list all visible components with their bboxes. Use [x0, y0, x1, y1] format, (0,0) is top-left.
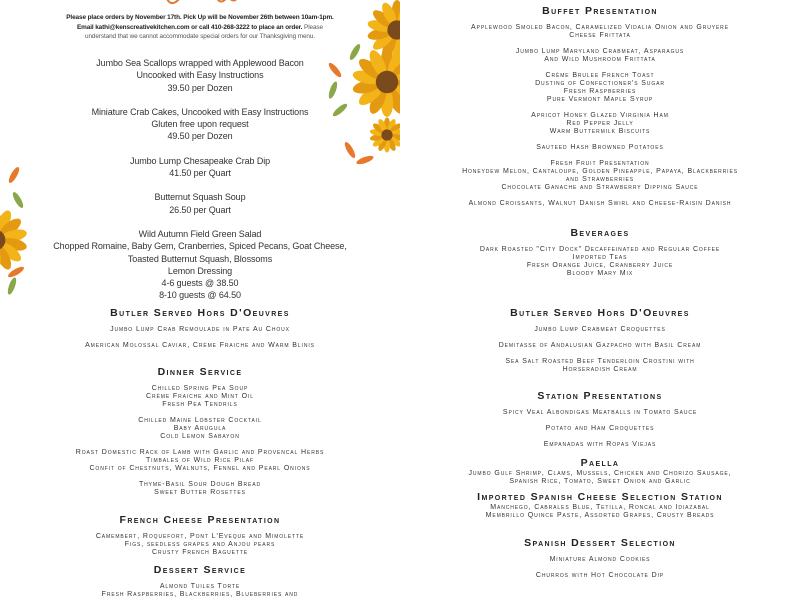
menu-course	[400, 556, 800, 564]
menu-section	[400, 537, 800, 580]
leaf-icon	[356, 154, 375, 166]
menu-line: Membrillo Quince Paste, Assorted Grapes, Crusty Breads	[485, 512, 715, 519]
menu-line: Red Pepper Jelly	[566, 120, 634, 127]
section-heading: Station Presentations	[537, 390, 663, 402]
menu-course	[400, 441, 800, 449]
sunflower-icon	[369, 118, 400, 153]
menu-line: Warm Buttermilk Biscuits	[549, 128, 651, 135]
item-name: Wild Autumn Field Green Salad	[138, 228, 262, 239]
menu-line: Chocolate Ganache and Strawberry Dipping Sauce	[501, 184, 699, 191]
menu-line: Sauteed Hash Browned Potatoes	[536, 144, 664, 151]
menu-line: Sweet Butter Rosettes	[154, 489, 246, 496]
item-detail: Chopped Romaine, Baby Gem, Cranberries, Spiced Pecans, Goat Cheese,	[53, 241, 347, 252]
menu-line: Camembert, Roquefort, Pont L'Eveque and Mimolette	[95, 533, 305, 540]
leaf-icon	[327, 61, 343, 79]
menu-course	[0, 342, 400, 350]
menu-course	[400, 358, 800, 374]
notice-line-1: Please place orders by November 17th. Pick Up will be November 26th between 10am-1pm.	[66, 14, 334, 21]
item-detail: 4-6 guests @ 38.50	[161, 278, 239, 289]
menu-course	[400, 48, 800, 64]
menu-course	[400, 112, 800, 136]
menu-line: Dusting of Confectioner's Sugar	[535, 80, 665, 87]
section-heading: French Cheese Presentation	[119, 514, 281, 526]
section-heading: Dinner Service	[157, 366, 243, 378]
leaf-icon	[348, 43, 362, 62]
menu-line: Honeydew Melon, Cantaloupe, Golden Pineapple, Papaya, Blackberries	[462, 168, 738, 175]
menu-line: Fresh Pea Tendrils	[162, 401, 238, 408]
menu-line: Applewood Smoled Bacon, Caramelized Vidalia Onion and Gruyere	[471, 24, 729, 31]
script-title-decoration	[150, 0, 250, 12]
item-detail: Uncooked with Easy Instructions	[136, 70, 264, 81]
menu-section	[0, 366, 400, 497]
menu-line: Roast Domestic Rack of Lamb with Garlic and Provencal Herbs	[75, 449, 325, 456]
section-heading: Beverages	[570, 227, 630, 239]
menu-line: Timbales of Wild Rice Pilaf	[146, 457, 254, 464]
item-name: Jumbo Lump Chesapeake Crab Dip	[129, 155, 271, 166]
notice-line-3: understand that we cannot accommodate special orders for our Thanksgiving menu.	[85, 33, 315, 41]
menu-course	[400, 342, 800, 350]
menu-course	[400, 504, 800, 520]
menu-item	[0, 191, 400, 216]
item-detail: 41.50 per Quart	[169, 168, 231, 179]
menu-line: Crusty French Baguette	[151, 549, 249, 556]
menu-line: Baby Arugula	[173, 425, 227, 432]
menu-section	[400, 307, 800, 374]
menu-section	[400, 5, 800, 208]
menu-line: Jumbo Gulf Shrimp, Clams, Mussels, Chicken and Chorizo Sausage,	[468, 470, 732, 477]
menu-course	[0, 533, 400, 557]
menu-course	[0, 385, 400, 409]
menu-course	[400, 326, 800, 334]
menu-line: And Wild Mushroom Frittata	[544, 56, 656, 63]
menu-line: Cold Lemon Sabayon	[160, 433, 240, 440]
menu-line: Imported Teas	[572, 254, 628, 261]
menu-course	[400, 572, 800, 580]
leaf-icon	[7, 166, 21, 185]
menu-line: Cheese Frittata	[569, 32, 631, 39]
menu-line: Fresh Fruit Presentation	[550, 160, 650, 167]
menu-course	[400, 24, 800, 40]
leaf-icon	[11, 191, 25, 210]
menu-section	[400, 491, 800, 520]
sunflower-bouquet-icon	[325, 0, 400, 170]
section-heading: Paella	[580, 457, 620, 469]
menu-course	[400, 72, 800, 104]
menu-line: Pure Vermont Maple Syrup	[546, 96, 654, 103]
section-heading: Imported Spanish Cheese Selection Station	[477, 491, 723, 503]
menu-line: Thyme-Basil Sour Dough Bread	[139, 481, 261, 488]
menu-line: Confit of Chestnuts, Walnuts, Fennel and Pearl Onions	[89, 465, 311, 472]
leaf-icon	[6, 277, 18, 296]
sunflower-icon	[352, 47, 400, 117]
section-heading: Dessert Service	[153, 564, 247, 576]
menu-line: Potato and Ham Croquettes	[545, 425, 655, 432]
menu-course	[400, 409, 800, 417]
item-name: Miniature Crab Cakes, Uncooked with Easy Instructions	[91, 106, 309, 117]
menu-course	[400, 425, 800, 433]
spanish-menu-panel	[400, 300, 800, 600]
menu-line: Almond Croissants, Walnut Danish Swirl and Cheese-Raisin Danish	[468, 200, 732, 207]
item-detail: Gluten free upon request	[151, 119, 249, 130]
menu-line: Jumbo Lump Crab Remoulade in Pate Au Choux	[110, 326, 290, 333]
menu-course	[0, 449, 400, 473]
menu-line: Miniature Almond Cookies	[549, 556, 651, 563]
item-name: Jumbo Sea Scallops wrapped with Applewood Bacon	[96, 58, 304, 68]
menu-line: and Strawberries	[565, 176, 635, 183]
item-detail: Lemon Dressing	[167, 265, 233, 276]
menu-line: Jumbo Lump Crabmeat Croquettes	[534, 326, 666, 333]
leaf-icon	[331, 102, 349, 118]
menu-course	[0, 583, 400, 599]
menu-line: Empanadas with Ropas Viejas	[543, 441, 657, 448]
brunch-menu-panel	[400, 0, 800, 300]
menu-line: Fresh Raspberries, Blackberries, Blueberries and	[101, 591, 299, 598]
menu-course	[400, 470, 800, 486]
dinner-menu-panel	[0, 300, 400, 600]
menu-course	[400, 144, 800, 152]
menu-course	[400, 246, 800, 278]
menu-line: Figs, seedless grapes and Anjou pears	[124, 541, 276, 548]
notice-please: Please	[302, 23, 323, 31]
menu-course	[400, 200, 800, 208]
menu-line: Crème Brulee French Toast	[545, 72, 655, 79]
menu-line: Churros with Hot Chocolate Dip	[535, 572, 665, 579]
menu-line: Horseradish Cream	[562, 366, 638, 373]
menu-course	[400, 160, 800, 192]
menu-course	[0, 481, 400, 497]
thanksgiving-menu-panel	[0, 0, 400, 300]
menu-line: Chilled Maine Lobster Cocktail	[138, 417, 262, 424]
section-heading: Buffet Presentation	[542, 5, 658, 17]
item-detail: Toasted Butternut Squash, Blossoms	[127, 253, 273, 264]
menu-line: Sea Salt Roasted Beef Tenderloin Crostini with	[505, 358, 695, 365]
menu-line: American Molossal Caviar, Crème Fraiche and Warm Blinis	[85, 342, 315, 349]
menu-line: Spanish Rice, Tomato, Sweet Onion and Garlic	[509, 478, 691, 485]
menu-section	[0, 564, 400, 599]
sunflower-icon	[0, 208, 28, 273]
menu-section	[400, 227, 800, 278]
menu-line: Chilled Spring Pea Soup	[151, 385, 249, 392]
menu-line: Spicy Veal Albondigas Meatballs in Tomato Sauce	[502, 409, 698, 416]
item-detail: 8-10 guests @ 64.50	[159, 290, 241, 300]
menu-line: Demitasse of Andalusian Gazpacho with Basil Cream	[498, 342, 702, 349]
menu-course	[0, 326, 400, 334]
menu-course	[0, 417, 400, 441]
menu-section	[0, 514, 400, 557]
menu-line: Crème Fraiche and Mint Oil	[146, 393, 254, 400]
leaf-icon	[327, 81, 339, 100]
sunflower-left-icon	[0, 160, 30, 300]
item-detail: 39.50 per Dozen	[167, 82, 233, 93]
section-heading: Butler Served Hors D'Oeuvres	[510, 307, 690, 319]
menu-section	[400, 390, 800, 449]
item-detail: 26.50 per Quart	[169, 204, 231, 215]
menu-item	[0, 228, 400, 300]
section-heading: Spanish Dessert Selection	[524, 537, 676, 549]
menu-section	[400, 457, 800, 486]
menu-line: Fresh Raspberries	[563, 88, 637, 95]
menu-line: Apricot Honey Glazed Virginia Ham	[531, 112, 669, 119]
notice-contact: Email kathi@kenscreativekitchen.com or call 410-268-3222 to place an order.	[77, 23, 303, 31]
menu-line: Dark Roasted "City Dock" Decaffeinated and Regular Coffee	[479, 246, 721, 253]
menu-line: Fresh Orange Juice, Cranberry Juice	[526, 262, 674, 269]
item-detail: 49.50 per Dozen	[167, 131, 233, 142]
section-heading: Butler Served Hors D'Oeuvres	[110, 307, 290, 319]
menu-line: Manchego, Cabrales Blue, Tetilla, Roncal and Idiazabal	[490, 504, 710, 511]
item-name: Butternut Squash Soup	[154, 192, 246, 203]
menu-line: Almond Tuiles Torte	[159, 583, 241, 590]
menu-section	[0, 307, 400, 350]
menu-line: Bloody Mary Mix	[566, 270, 634, 277]
leaf-icon	[343, 141, 357, 160]
menu-line: Jumbo Lump Maryland Crabmeat, Asparagus	[515, 48, 685, 55]
